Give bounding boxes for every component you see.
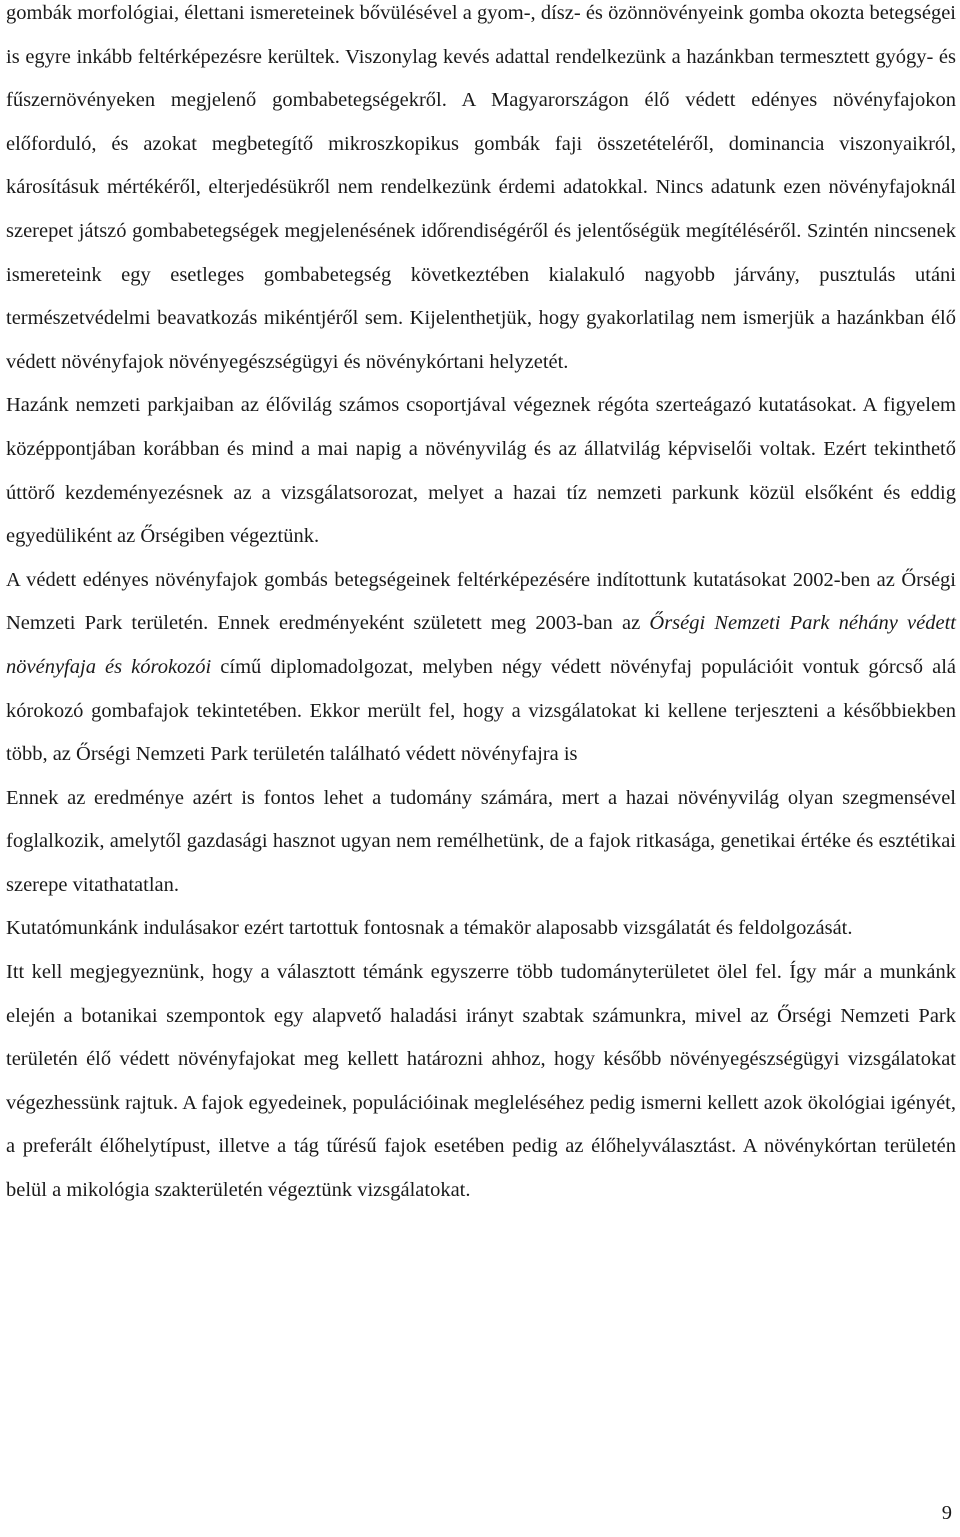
paragraph-3-before: A védett edényes növényfajok gombás betegségeinek feltérképezésére indítottunk kutatásokat 2002-ben az Őrségi Nemzeti Park területén. Ennek eredményeként született meg 2003-ban az [6,568,956,635]
page-number: 9 [941,1502,952,1524]
thesis-title: Őrségi Nemzeti Park néhány védett növényfaja és kórokozói [6,612,956,678]
paragraph-3 [6,559,956,777]
paragraph-3-after: című diplomadolgozat, melyben négy védett növényfaj populációit vontuk górcső alá kórokozó gombafajok tekintetében. Ekkor merült fel, hogy a vizsgálatokat ki kellene terjeszteni a későbbiekben több, az Őrségi Nemzeti Park területén található védett növényfajra is [6,655,956,766]
document-page [6,0,956,1213]
paragraph-6: Itt kell megjegyeznünk, hogy a választott témánk egyszerre több tudományterületet ölel fel. Így már a munkánk elején a botanikai szempontok egy alapvető haladási irányt szabtak számunkra, mivel az Őrségi Nemzeti Park területén élő védett növényfajokat meg kellett határozni ahhoz, hogy később növényegészségügyi vizsgálatokat végezhessünk rajtuk. A fajok egyedeinek, populációinak megleléséhez pedig ismerni kellett azok ökológiai igényét, a preferált élőhelytípust, illetve a tág tűrésű fajok esetében pedig az élőhelyválasztást. A növénykórtan területén belül a mikológia szakterületén végeztünk vizsgálatokat. [6,961,956,1202]
paragraph-1: gombák morfológiai, élettani ismereteinek bővülésével a gyom-, dísz- és özönnövényeink gomba okozta betegségei is egyre inkább feltérképezésre kerültek. Viszonylag kevés adattal rendelkezünk a hazánkban termesztett gyógy- és fűszernövényeken megjelenő gombabetegségekről. A Magyarországon élő védett edényes növényfajokon előforduló, és azokat megbetegítő mikroszkopikus gombák faji összetételéről, dominancia viszonyaikról, károsításuk mértékéről, elterjedésükről nem rendelkezünk érdemi adatokkal. Nincs adatunk ezen növényfajoknál szerepet játszó gombabetegségek megjelenésének időrendiségéről és jelentőségük megítéléséről. Szintén nincsenek ismereteink egy esetleges gombabetegség következtében kialakuló nagyobb járvány, pusztulás utáni természetvédelmi beavatkozás mikéntjéről sem. Kijelenthetjük, hogy gyakorlatilag nem ismerjük a hazánkban élő védett növényfajok növényegészségügyi és növénykórtani helyzetét. [6,2,956,373]
paragraph-4: Ennek az eredménye azért is fontos lehet a tudomány számára, mert a hazai növényvilág olyan szegmensével foglalkozik, amelytől gazdasági hasznot ugyan nem remélhetünk, de a fajok ritkasága, genetikai értéke és esztétikai szerepe vitathatatlan. [6,786,956,896]
paragraph-5: Kutatómunkánk indulásakor ezért tartottuk fontosnak a témakör alaposabb vizsgálatát és feldolgozását. [6,917,853,940]
paragraph-2: Hazánk nemzeti parkjaiban az élővilág számos csoportjával végeznek régóta szerteágazó kutatásokat. A figyelem középpontjában korábban és mind a mai napig a növényvilág és az állatvilág képviselői voltak. Ezért tekinthető úttörő kezdeményezésnek az a vizsgálatsorozat, melyet a hazai tíz nemzeti parkunk közül elsőként és eddig egyedüliként az Őrségiben végeztünk. [6,394,956,548]
